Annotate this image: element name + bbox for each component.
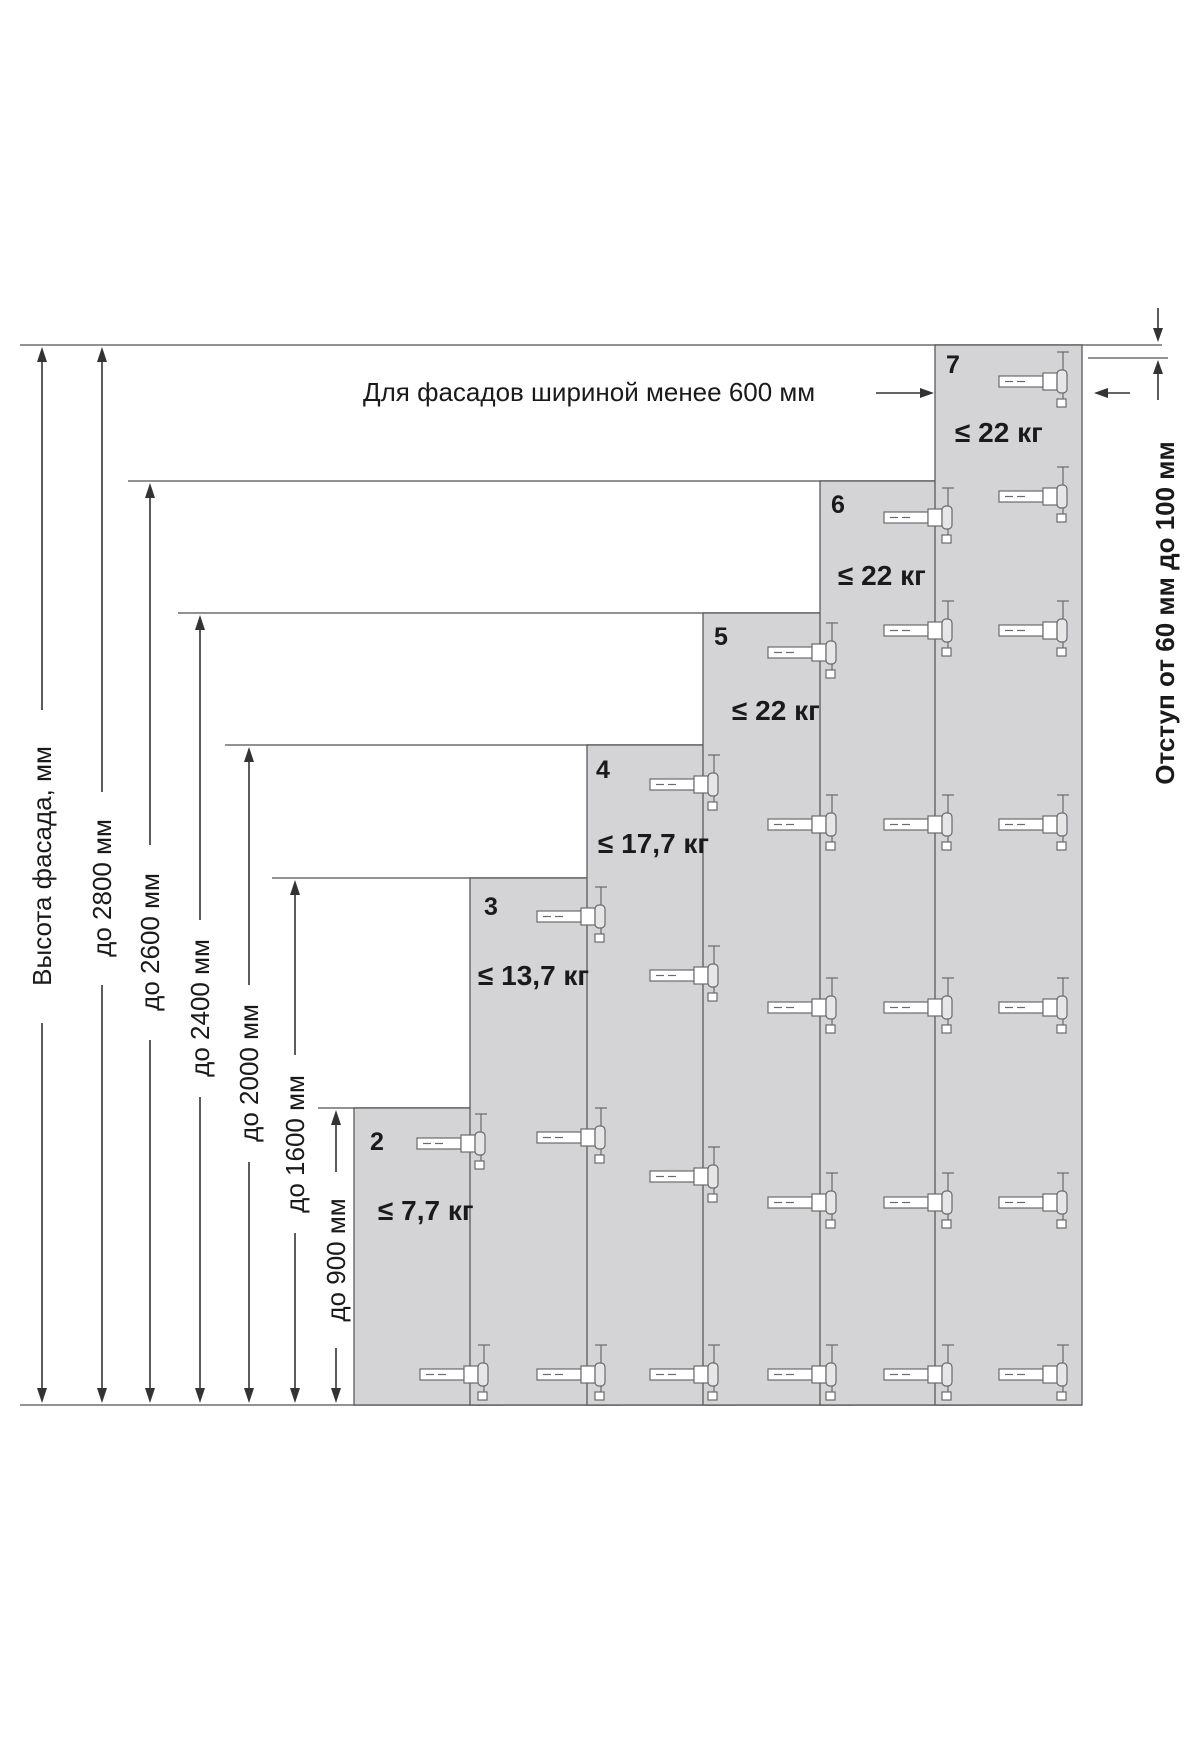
load-label: ≤ 22 кг	[955, 417, 1043, 448]
height-label-2800: до 2800 мм	[87, 819, 117, 957]
hinge-count-label: 6	[831, 491, 845, 519]
dimension-lines	[37, 347, 341, 1403]
height-label-2400: до 2400 мм	[185, 939, 215, 1077]
hinge-count-label: 7	[946, 351, 960, 379]
height-label-1600: до 1600 мм	[280, 1075, 310, 1213]
load-label: ≤ 17,7 кг	[598, 828, 710, 859]
hinge-count-label: 5	[714, 623, 728, 651]
load-label: ≤ 22 кг	[732, 695, 820, 726]
load-label: ≤ 7,7 кг	[378, 1195, 474, 1226]
facade-columns	[354, 345, 1082, 1405]
offset-note: Отступ от 60 мм до 100 мм	[1150, 441, 1180, 785]
load-label: ≤ 13,7 кг	[478, 960, 590, 991]
height-label-2600: до 2600 мм	[135, 873, 165, 1011]
narrow-facade-note: Для фасадов шириной менее 600 мм	[363, 377, 816, 407]
load-label: ≤ 22 кг	[838, 560, 926, 591]
height-label-900: до 900 мм	[321, 1198, 351, 1322]
hinge-count-label: 3	[484, 893, 498, 921]
hinge-count-label: 4	[596, 756, 610, 784]
offset-callout	[1088, 308, 1180, 785]
height-label-2000: до 2000 мм	[234, 1004, 264, 1142]
height-labels	[27, 746, 351, 1321]
hinge-count-label: 2	[370, 1128, 384, 1156]
height-axis-title: Высота фасада, мм	[27, 746, 57, 986]
narrow-facade-callout	[363, 377, 934, 407]
